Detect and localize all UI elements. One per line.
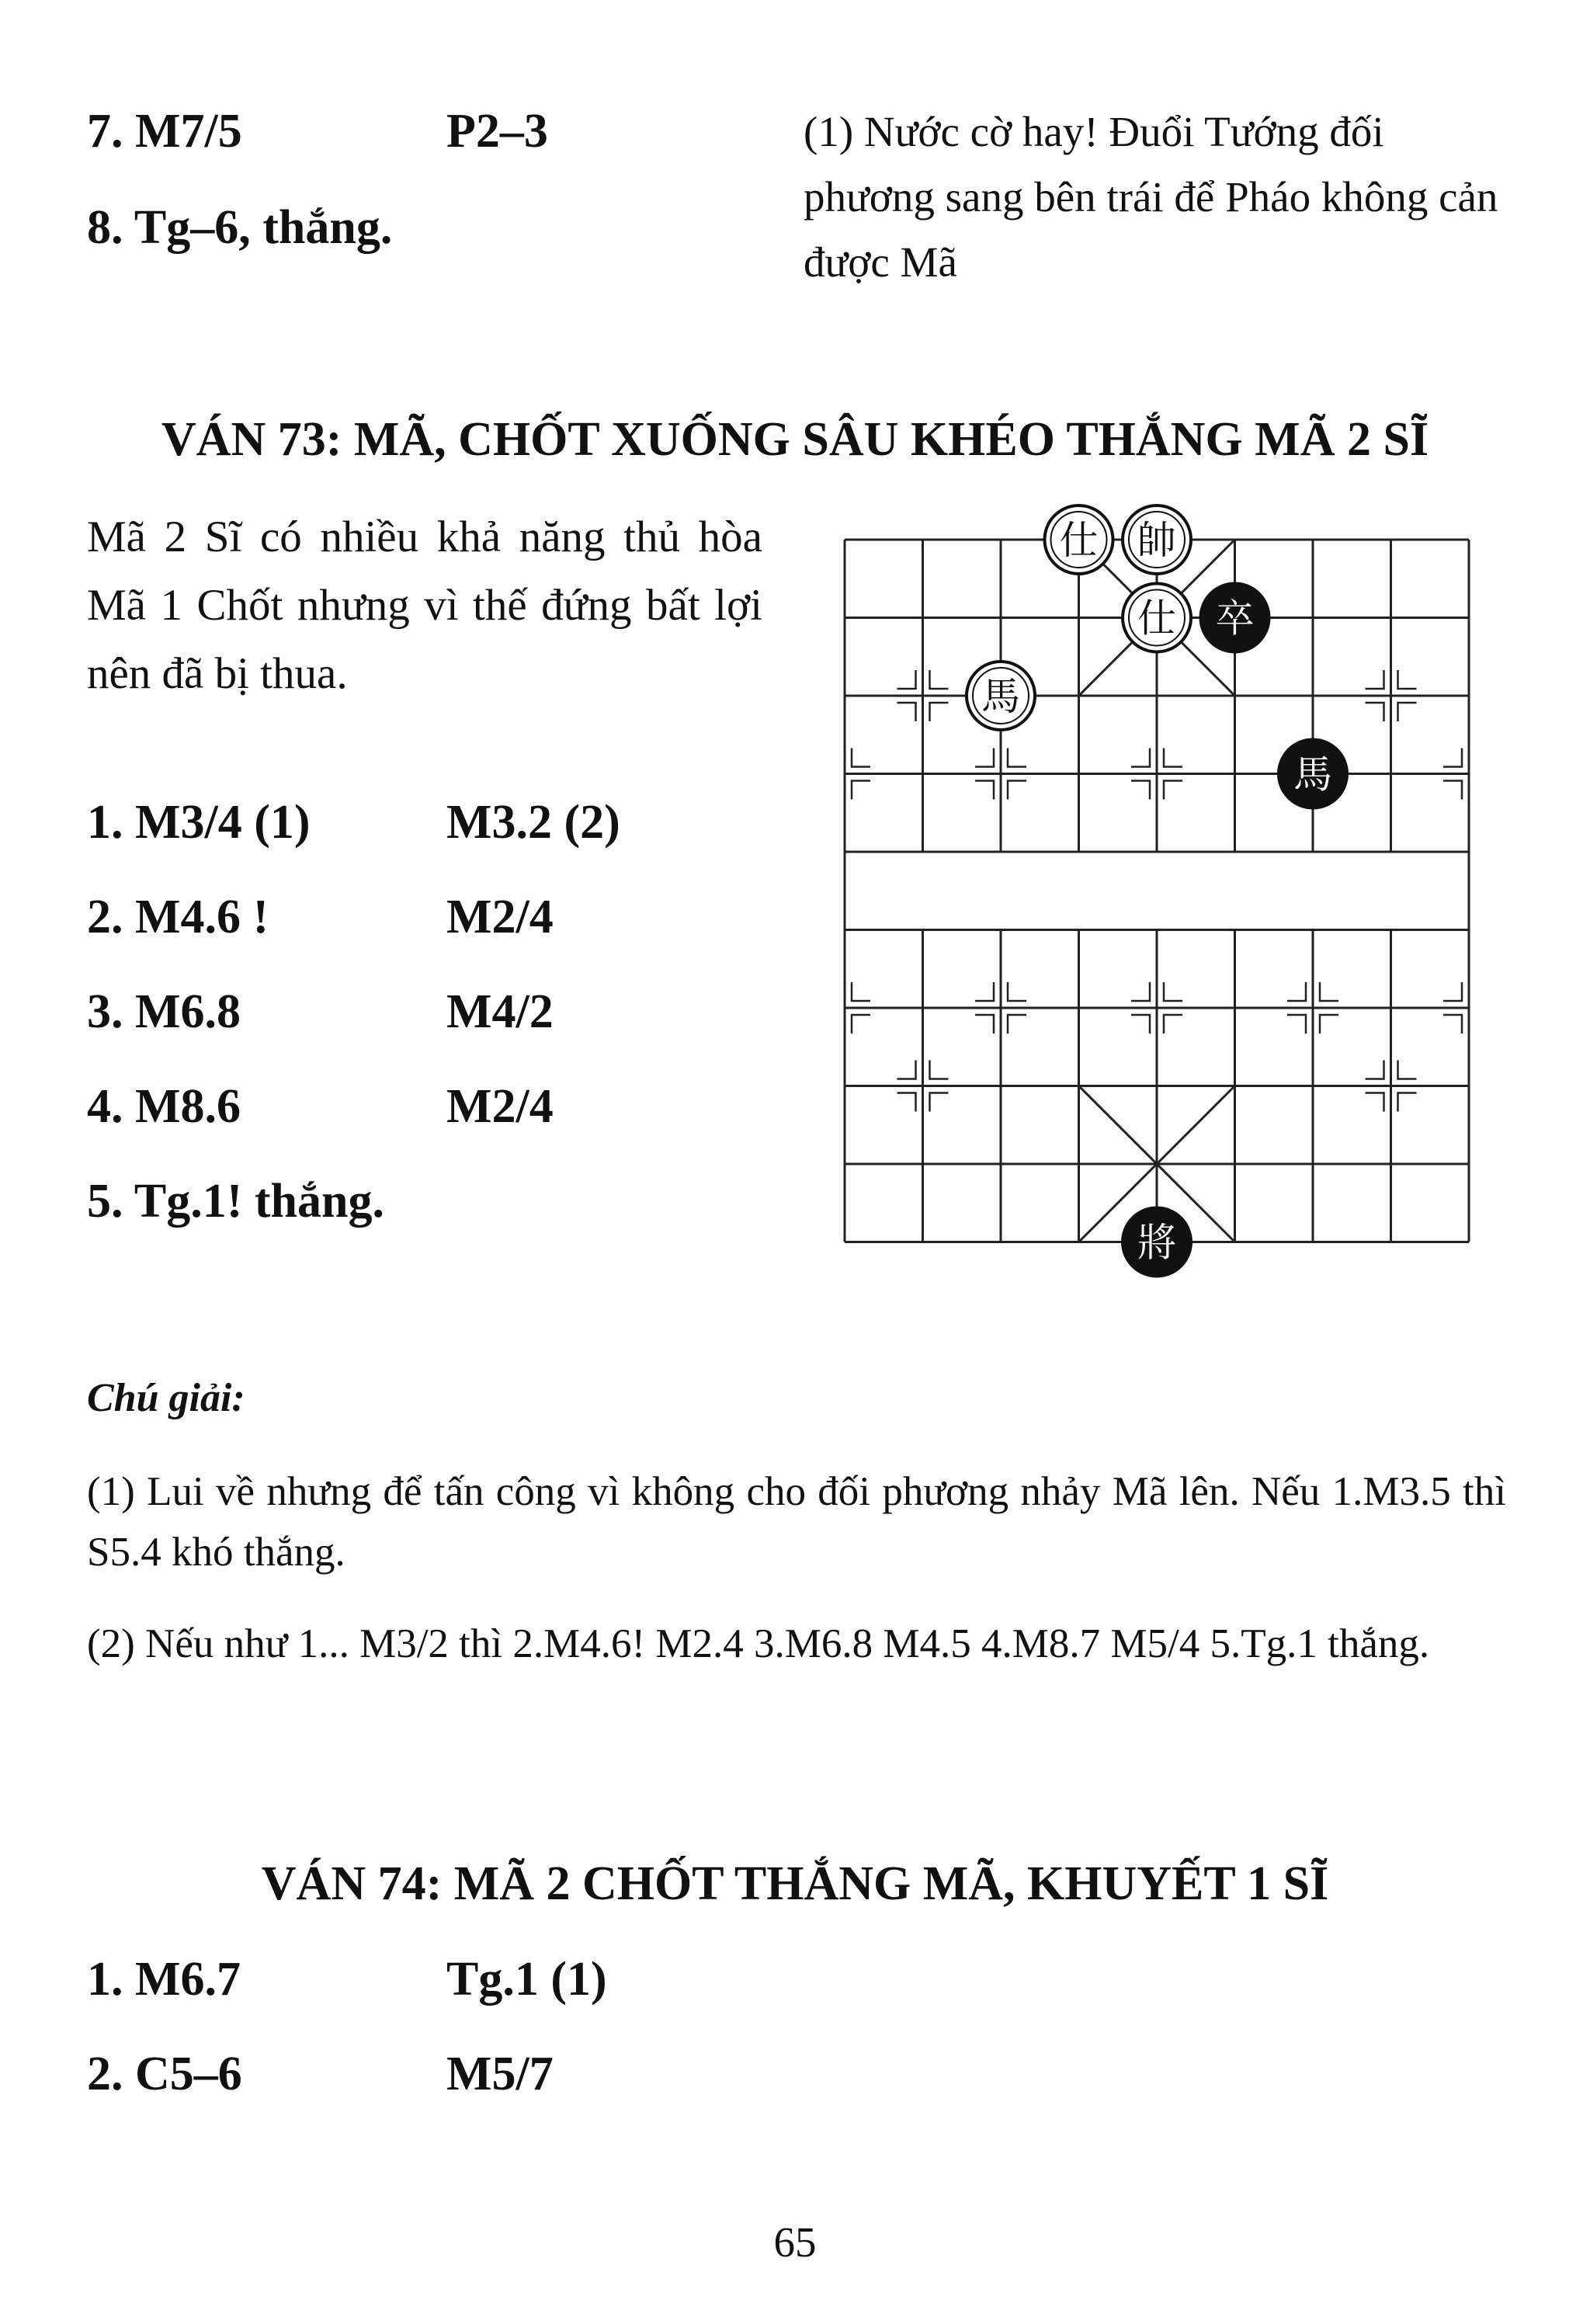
board-point-marker (930, 1093, 949, 1112)
g73-move-4-red: 4. M8.6 (87, 1080, 241, 1133)
red-advisor-piece (1045, 505, 1113, 574)
red-general-piece (1123, 505, 1191, 574)
board-point-marker (1366, 703, 1384, 721)
board-point-marker (852, 781, 870, 800)
board-point-marker (930, 1061, 949, 1079)
board-point-marker (1164, 1015, 1182, 1033)
board-point-marker (1008, 982, 1026, 1001)
g73-move-3-black: M4/2 (446, 985, 554, 1038)
red-advisor-piece-glyph: 仕 (1059, 518, 1099, 563)
board-point-marker (1366, 1093, 1384, 1112)
g74-move-1-red: 1. M6.7 (87, 1953, 241, 2006)
g73-move-5-red: 5. Tg.1! thắng. (87, 1175, 384, 1228)
board-point-marker (852, 982, 870, 1001)
move-7-black: P2–3 (446, 105, 548, 158)
board-point-marker (1164, 982, 1182, 1001)
annotations-title: Chú giải: (87, 1376, 245, 1420)
board-point-marker (897, 1093, 916, 1112)
board-point-marker (1398, 670, 1417, 689)
move-8-red: 8. Tg–6, thắng. (87, 201, 393, 254)
board-point-marker (1008, 749, 1026, 767)
board-point-marker (1287, 982, 1306, 1001)
game-73-intro: Mã 2 Sĩ có nhiều khả năng thủ hòa Mã 1 Chốt nhưng vì thế đứng bất lợi nên đã bị thua. (87, 512, 762, 698)
page-number: 65 (773, 2218, 817, 2266)
board-point-marker (1164, 781, 1182, 800)
game-73-heading: VÁN 73: MÃ, CHỐT XUỐNG SÂU KHÉO THẮNG MÃ 2 SĨ (161, 413, 1429, 466)
game-74-heading: VÁN 74: MÃ 2 CHỐT THẮNG MÃ, KHUYẾT 1 SĨ (261, 1857, 1329, 1910)
board-point-marker (1008, 1015, 1026, 1033)
board-point-marker (1443, 749, 1462, 767)
board-point-marker (1287, 1015, 1306, 1033)
red-advisor-piece-2-glyph: 仕 (1137, 596, 1176, 641)
g73-move-1-black: M3.2 (2) (446, 796, 620, 849)
move-7-red: 7. M7/5 (87, 105, 242, 158)
g73-move-1-red: 1. M3/4 (1) (87, 796, 311, 849)
g73-move-2-black: M2/4 (446, 891, 554, 943)
g73-move-3-red: 3. M6.8 (87, 985, 241, 1038)
black-general-piece-glyph: 將 (1137, 1220, 1176, 1266)
board-point-marker (1131, 1015, 1150, 1033)
board-point-marker (930, 703, 949, 721)
board-point-marker (1443, 1015, 1462, 1033)
board-point-marker (1398, 703, 1417, 721)
board-point-marker (897, 703, 916, 721)
red-advisor-piece-2 (1123, 584, 1191, 652)
board-point-marker (1320, 982, 1338, 1001)
board-point-marker (897, 1061, 916, 1079)
board-point-marker (1131, 982, 1150, 1001)
black-horse-piece-glyph: 馬 (1293, 752, 1332, 797)
board-point-marker (1443, 781, 1462, 800)
board-point-marker (1398, 1061, 1417, 1079)
red-horse-piece (967, 662, 1035, 730)
board-point-marker (1008, 781, 1026, 800)
black-soldier-piece-glyph: 卒 (1215, 596, 1255, 641)
board-point-marker (975, 749, 994, 767)
red-horse-piece-glyph: 馬 (981, 674, 1020, 719)
g74-move-1-black: Tg.1 (1) (446, 1953, 607, 2006)
top-annotation-note: (1) Nước cờ hay! Đuổi Tướng đối phương sang bên trái để Pháo không cản được Mã (804, 108, 1498, 286)
board-point-marker (1398, 1093, 1417, 1112)
board-point-marker (975, 1015, 994, 1033)
red-general-piece-glyph: 帥 (1137, 518, 1176, 563)
black-horse-piece (1279, 740, 1347, 808)
black-general-piece (1123, 1208, 1191, 1277)
g74-move-2-red: 2. C5–6 (87, 2048, 242, 2100)
annotation-note-1: (1) Lui về nhưng để tấn công vì không cho đối phương nhảy Mã lên. Nếu 1.M3.5 thì S5.4 khó thắng. (87, 1469, 1506, 1575)
black-soldier-piece (1201, 584, 1269, 652)
board-point-marker (852, 1015, 870, 1033)
board-point-marker (1131, 781, 1150, 800)
g74-move-2-black: M5/7 (446, 2048, 554, 2100)
board-point-marker (852, 749, 870, 767)
board-point-marker (1320, 1015, 1338, 1033)
board-point-marker (1366, 670, 1384, 689)
board-point-marker (1366, 1061, 1384, 1079)
board-point-marker (930, 670, 949, 689)
annotation-note-2: (2) Nếu như 1... M3/2 thì 2.M4.6! M2.4 3.M6.8 M4.5 4.M8.7 M5/4 5.Tg.1 thắng. (87, 1621, 1430, 1666)
board-point-marker (1443, 982, 1462, 1001)
board-point-marker (1164, 749, 1182, 767)
g73-move-2-red: 2. M4.6 ! (87, 891, 269, 943)
g73-move-4-black: M2/4 (446, 1080, 554, 1133)
board-point-marker (975, 781, 994, 800)
board-point-marker (897, 670, 916, 689)
board-point-marker (975, 982, 994, 1001)
board-point-marker (1131, 749, 1150, 767)
